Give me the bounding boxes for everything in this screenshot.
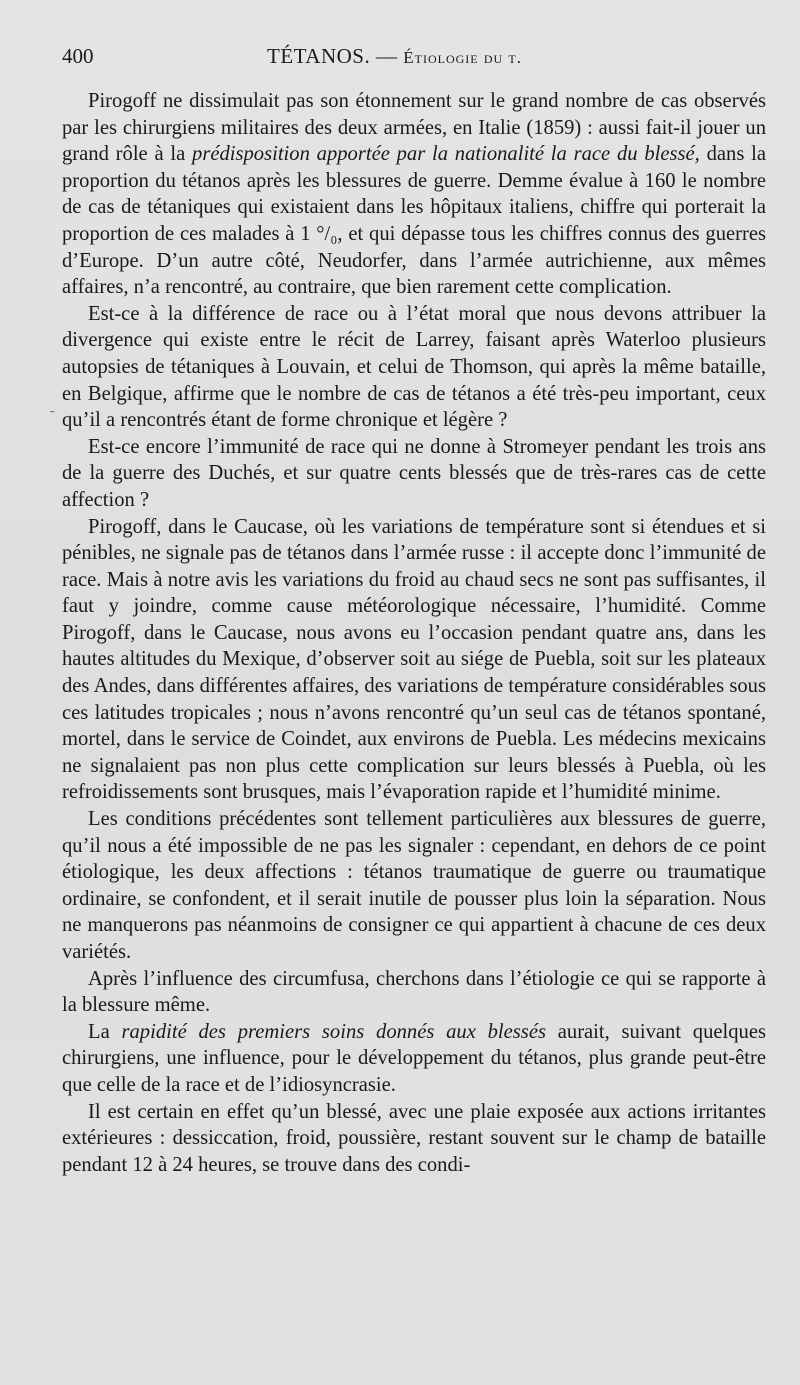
paragraph — [62, 301, 766, 434]
text-segment: Les conditions précédentes sont tellement particulières aux blessures de guerre, qu’il nous a été impossible de ne pas les signaler : cependant, en dehors de ce point étiologique, les deux affections : tétanos traumatique de guerre ou traumatique ordinaire, se confondent, et il serait inutile de pousser plus loin la séparation. Nous ne manquerons pas néanmoins de consigner ce qui appartient à chacune de ces deux variétés. — [62, 808, 766, 963]
body-text — [62, 88, 766, 1178]
text-segment: Est-ce encore l’immunité de race qui ne donne à Stromeyer pendant les trois ans de la guerre des Duchés, et sur quatre cents blessés que de très-rares cas de cette affection ? — [62, 435, 766, 511]
running-title — [267, 44, 522, 69]
running-header — [62, 44, 766, 74]
paragraph — [62, 1099, 766, 1179]
text-segment: Pirogoff, dans le Caucase, où les variations de température sont si étendues et si pénibles, ne signale pas de tétanos dans l’armée russe : il accepte donc l’immunité de race. Mais à notre avis les variations du froid au chaud secs ne sont pas suffisantes, il faut y joindre, comme cause météorologique nécessaire, l’humidité. Comme Pirogoff, dans le Caucase, nous avons eu l’occasion pendant quatre ans, dans les hautes altitudes du Mexique, d’observer soit au siége de Puebla, soit sur les plateaux des Andes, dans différentes affaires, des variations de température considérables sous ces latitudes tropicales ; nous n’avons rencontré qu’un seul cas de tétanos spontané, mortel, dans le service de Coindet, aux environs de Puebla. Les médecins mexicains ne signalaient pas non plus cette complication sur leurs blessés à Puebla, où les refroidissements sont brusques, mais l’évaporation rapide et l’humidité minime. — [62, 515, 766, 804]
header-subtitle: Étiologie du t. — [403, 48, 523, 67]
paragraph — [62, 806, 766, 966]
text-segment: aurait, suivant quelques chirurgiens, une influence, pour le développement du tétanos, plus grande peut-être que celle de la race et de l’idiosyncrasie. — [62, 1020, 767, 1096]
paragraph — [62, 88, 766, 301]
text-segment: dans la proportion du tétanos après les blessures de guerre. Demme évalue à 160 le nombre de cas de tétaniques qui existaient dans les hôpitaux italiens, chiffre qui porterait la proportion de ces malades à 1 °/₀, et qui dépasse tous les chiffres connus des guerres d’Europe. D’un autre côté, Neudorfer, dans l’armée autrichienne, aux mêmes affaires, n’a rencontré, au contraire, que bien rarement cette complication. — [62, 143, 766, 299]
page-number: 400 — [62, 44, 94, 68]
text-segment: Il est certain en effet qu’un blessé, avec une plaie exposée aux actions irritantes extérieures : dessiccation, froid, poussière, restant souvent sur le champ de bataille pendant 12 à 24 heures, se trouve dans des condi- — [62, 1100, 766, 1176]
paragraph — [62, 434, 766, 514]
italic-text: rapidité des premiers soins donnés aux blessés — [121, 1020, 546, 1043]
text-segment: Après l’influence des circumfusa, cherchons dans l’étiologie ce qui se rapporte à la blessure même. — [62, 967, 766, 1017]
margin-tick-mark: ˉ — [50, 409, 55, 424]
text-segment: Pirogoff ne dissimulait pas son étonnement sur le grand nombre de cas observés par les chirurgiens militaires des deux armées, en Italie (1859) : aussi fait-il jouer un grand rôle à la — [62, 90, 766, 166]
paragraph — [62, 514, 766, 807]
text-segment: La — [88, 1020, 122, 1043]
text-segment: Est-ce à la différence de race ou à l’état moral que nous devons attribuer la divergence qui existe entre le récit de Larrey, faisant après Waterloo plusieurs autopsies de tétaniques à Louvain, et celui de Thomson, qui après la même bataille, en Belgique, affirme que le nombre de cas de tétanos a été très-peu important, ceux qu’il a rencontrés étant de forme chronique et légère ? — [62, 302, 766, 432]
header-dash: — — [375, 44, 398, 68]
header-title: TÉTANOS. — [267, 44, 371, 68]
paragraph — [62, 966, 766, 1019]
italic-text: prédisposition apportée par la nationalité la race du blessé, — [192, 143, 700, 166]
paragraph — [62, 1019, 766, 1099]
